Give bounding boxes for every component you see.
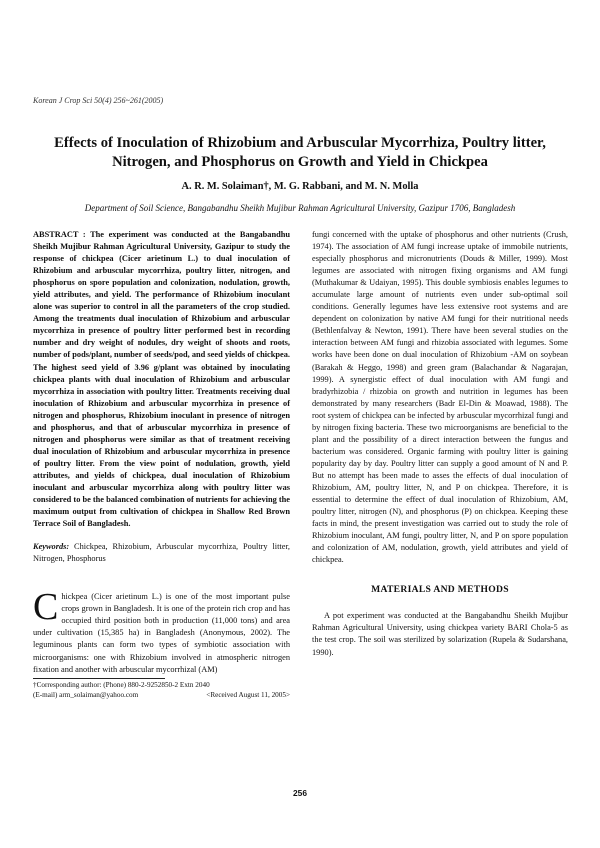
keywords-label: Keywords: <box>33 542 70 552</box>
abstract <box>33 229 290 530</box>
keywords-text: Chickpea, Rhizobium, Arbuscular mycorrhiza, Poultry litter, Nitrogen, Phosphorus <box>33 542 290 564</box>
methods-paragraph: A pot experiment was conducted at the Bangabandhu Sheikh Mujibur Rahman Agricultural University, using chickpea variety BARI Chola-5 as the test crop. The soil was sterilized by solarization (Rupela & Sudarshana, 1990). <box>312 611 568 657</box>
journal-reference: Korean J Crop Sci 50(4) 256~261(2005) <box>33 96 164 105</box>
left-column <box>33 229 290 700</box>
introduction <box>33 586 290 675</box>
footnote-divider <box>33 678 165 679</box>
article-title: Effects of Inoculation of Rhizobium and Arbuscular Mycorrhiza, Poultry litter, Nitrogen, and Phosphorus on Growth and Yield in Chickpea <box>54 135 546 170</box>
author-affiliation: Department of Soil Science, Bangabandhu Sheikh Mujibur Rahman Agricultural University, Gazipur 1706, Bangladesh <box>84 203 516 213</box>
page-number: 256 <box>293 788 307 798</box>
intro-continued-paragraph: fungi concerned with the uptake of phosphorus and other nutrients (Crush, 1974). The association of AM fungi increase uptake of immobile nutrients, especially phosphorus and micronutrients (Douds & Miller, 1999). Most legumes are associated with nitrogen fixing organisms and AM fungi (Muthakumar & Udaiyan, 1995). This double symbiosis enables legumes to accumulate large amount of nutrients even under sub-optimal soil conditions. Generally legumes have less extensive root systems and are dependent on colonization by native AM fungi for their nutritional needs (Bethlenfalvay & Newton, 1991). There have been several studies on the interaction between AM fungi and rhizobia associated with legumes. Some works have been done on dual inoculation of Rhizobium -AM on soybean (Barakah & Heggo, 1998) and green gram (Balachandar & Nagarajan, 1999). A synergistic effect of dual inoculation with AM fungi and bradyrhizobia / rhizobia on growth and nutrition in legumes has been demonstrated by many researchers (Badr El-Din & Moawad, 1988). The root system of chickpea can be infected by arbuscular mycorrhizal fungi and by nitrogen fixing bacteria. These two microorganisms are beneficial to the plant and the possibility of a direct interaction between the fungus and bacterium was considered. Organic farming with poultry litter is gaining popularity day by day. Poultry litter can supply a good amount of N and P. But no attempt has been made to asses the effects of dual inoculation of Rhizobium, AM, poultry litter, N, and P on chickpea. Therefore, it is essential to determine the effect of dual inoculation of Rhizobium, AM, poultry litter, nitrogen (N), and phosphorus (P) on chickpea. Keeping these facts in mind, the present investigation was carried out to study the role of Rhizobium inoculant, AM fungi, poultry litter, N, and P on spore population and colonization of AM, nodulation, growth, yield attributes and yield of chickpea. <box>312 230 568 565</box>
right-column <box>312 229 568 659</box>
introduction-text: hickpea (Cicer arietinum L.) is one of the most important pulse crops grown in Bangladesh. It is one of the protein rich crop and has occupied third position both in production (11,000 tons) and area under cultivation (15,385 ha) in Bangladesh (Anonymous, 2002). The leguminous plants can form two types of symbiotic association with microorganisms: one with Rhizobium involved in atmospheric nitrogen fixation and another with arbuscular mycorrhizal (AM) <box>33 592 290 674</box>
footnote <box>33 680 290 700</box>
received-date: <Received August 11, 2005> <box>206 690 290 699</box>
corresponding-author-note: †Corresponding author: (Phone) 880-2-9252850-2 Extn 2040 <box>33 680 210 689</box>
drop-cap: C <box>33 586 59 629</box>
author-email: (E-mail) arm_solaiman@yahoo.com <box>33 690 139 699</box>
abstract-label: ABSTRACT : <box>33 230 86 239</box>
abstract-text: The experiment was conducted at the Bangabandhu Sheikh Mujibur Rahman Agricultural University, Gazipur to study the response of chickpea (Cicer arietinum L.) to dual inoculation of Rhizobium and arbuscular mycorrhiza, poultry litter, nitrogen, and phosphorus on spore population and colonization, nodulation, growth, yield attributes, and yield. The performance of Rhizobium inoculant alone was superior to control in all the parameters of the crop studied. Among the treatments dual inoculation of Rhizobium and arbuscular mycorrhiza in presence of poultry litter performed best in recording number and dry weight of nodules, dry weight of shoots and roots, number of pods/plant, number of seeds/pod, and seed yields of chickpea. The highest seed yield of 3.96 g/plant was obtained by inoculating chickpea plants with dual inoculation of Rhizobium and arbuscular mycorrhiza in association with poultry litter. Treatments receiving dual inoculation of Rhizobium and arbuscular mycorrhiza in presence of nitrogen and phosphorus, Rhizobium inoculant in presence of nitrogen and phosphorus, and that of arbuscular mycorrhiza in presence of nitrogen and phosphorus were similar as that of treatment receiving dual inoculation of Rhizobium and arbuscular mycorrhiza in presence of poultry litter. From the view point of nodulation, growth, yield attributes, and yields of chickpea, dual inoculation of Rhizobium inoculant and arbuscular mycorrhiza along with poultry litter was considered to be the balanced combination of nutrients for achieving the maximum output from cultivation of chickpea in Shallow Red Brown Terrace Soil of Bangladesh. <box>33 230 291 529</box>
keywords <box>33 541 290 565</box>
section-heading: MATERIALS AND METHODS <box>371 584 509 596</box>
author-list: A. R. M. Solaiman†, M. G. Rabbani, and M. N. Molla <box>181 181 419 192</box>
